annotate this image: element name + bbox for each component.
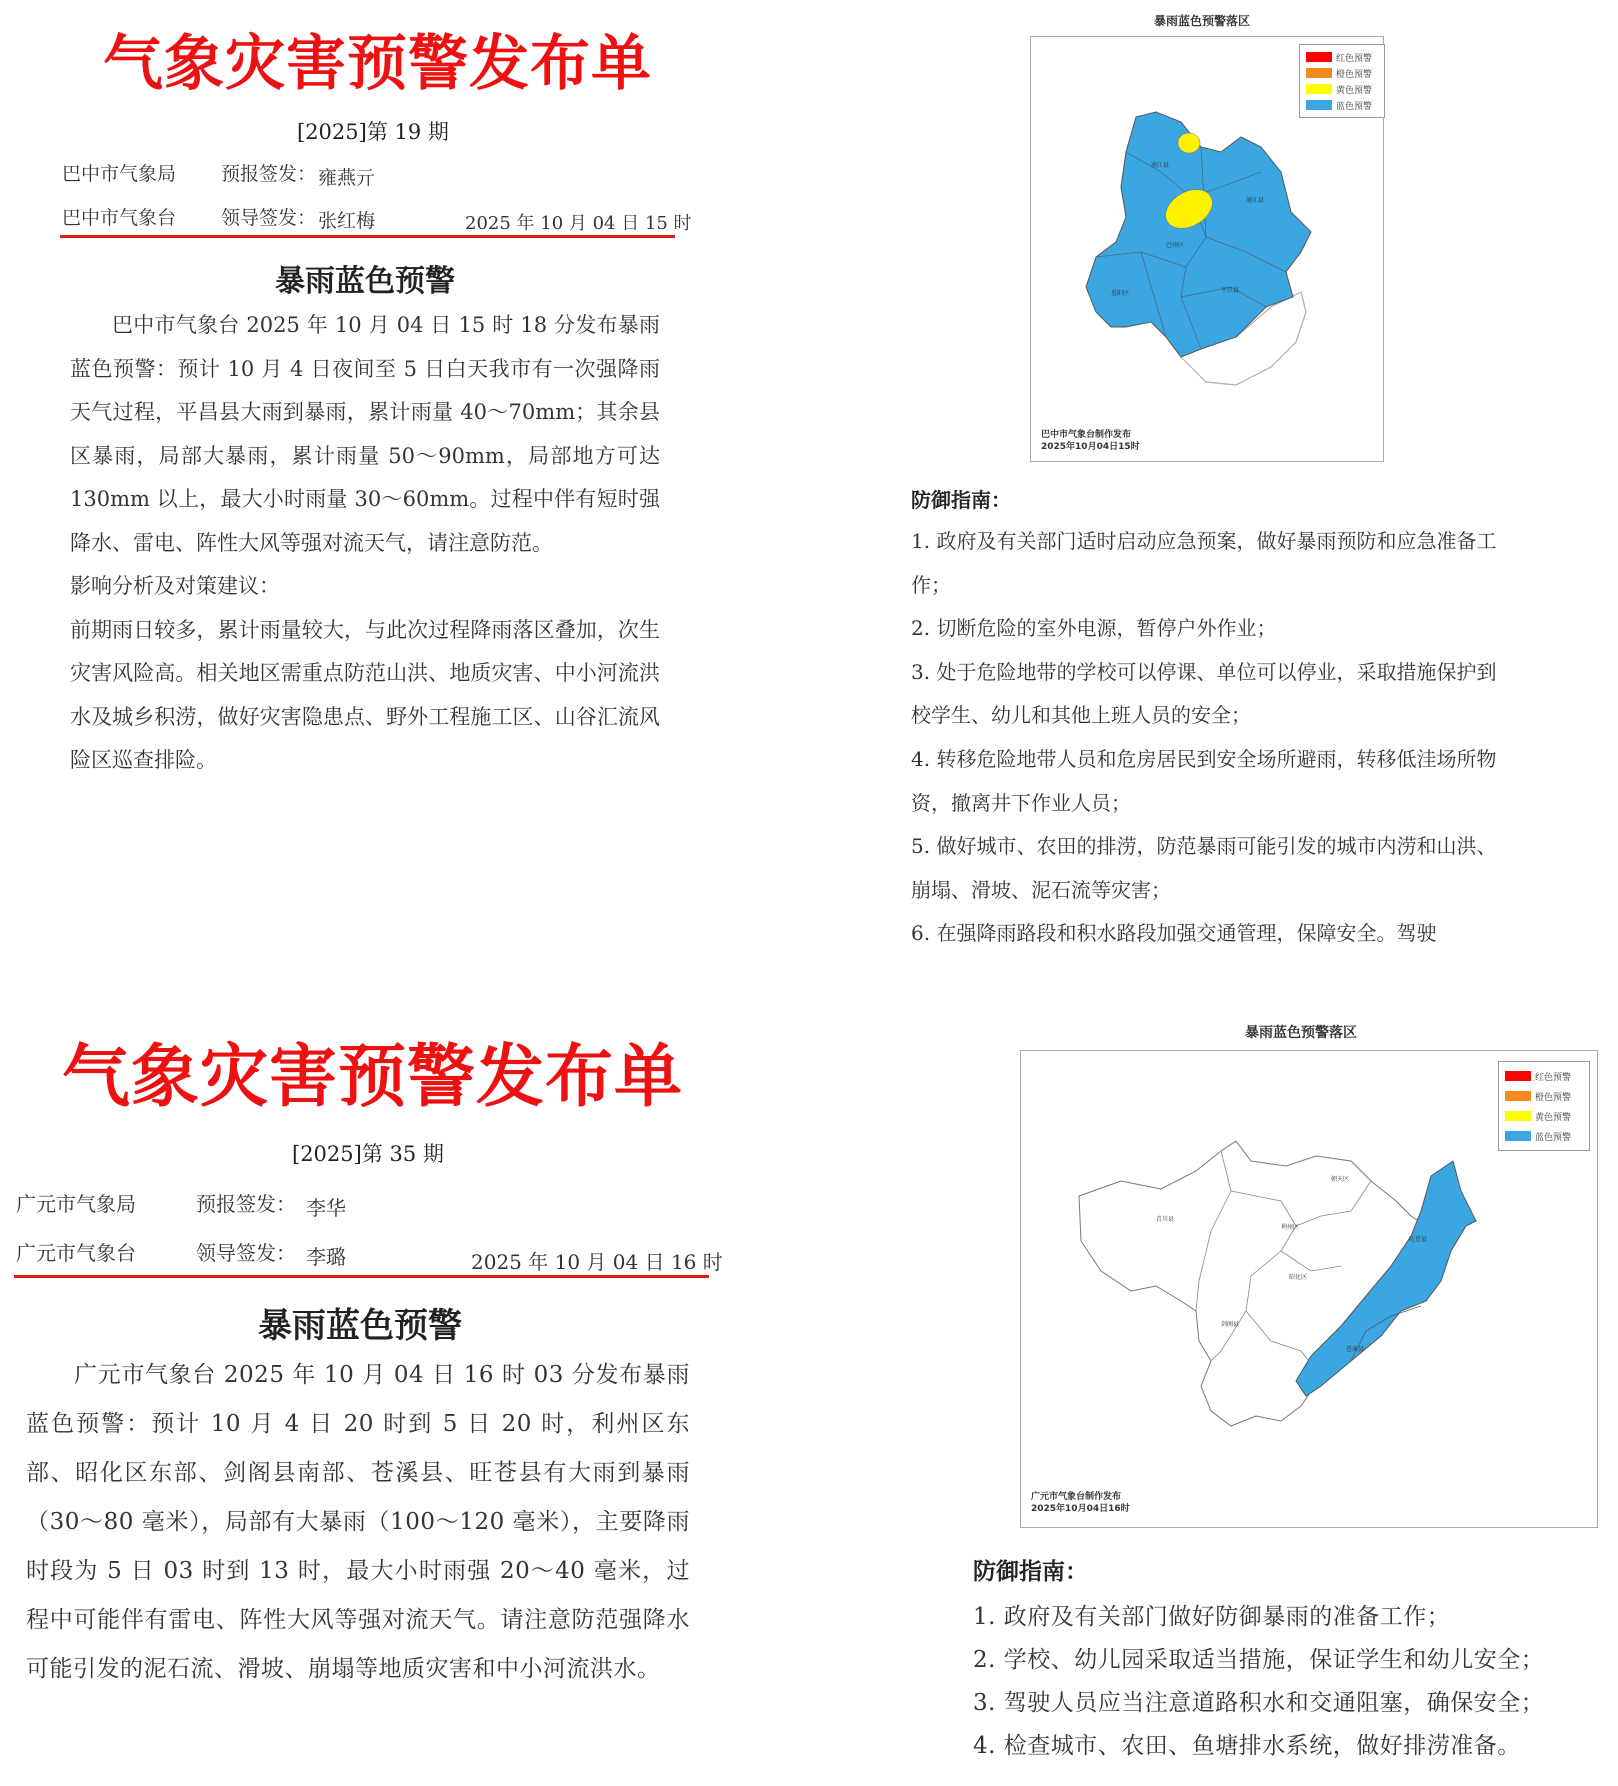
doc1-left-page [0, 0, 770, 975]
doc2-map-credit [1031, 1491, 1130, 1515]
doc1-org2: 巴中市气象台 [62, 207, 177, 229]
doc1-body [70, 304, 660, 783]
doc2-leader-signer: 李璐 [306, 1245, 346, 1269]
label-lizhou: 利州区 [1281, 1224, 1300, 1231]
doc1-guide-item-1: 1. 政府及有关部门适时启动应急预案，做好暴雨预防和应急准备工作； [911, 529, 1497, 597]
legend2-yellow-label: 黄色预警 [1535, 1112, 1572, 1123]
doc2-red-rule [14, 1275, 709, 1278]
doc2-guide-item-4: 4. 检查城市、农田、鱼塘排水系统，做好排涝准备。 [973, 1733, 1521, 1759]
guangyuan-warning-map [1021, 1051, 1597, 1527]
doc1-guide-item-6: 6. 在强降雨路段和积水路段加强交通管理，保障安全。驾驶 [911, 921, 1437, 946]
doc2-guide-list [973, 1596, 1613, 1768]
doc2-title: 气象灾害预警发布单 [62, 1038, 684, 1117]
doc1-title: 气象灾害预警发布单 [103, 29, 652, 99]
doc1-guide-item-3: 3. 处于危险地带的学校可以停课、单位可以停业，采取措施保护到校学生、幼儿和其他上班人员的安全； [911, 659, 1497, 728]
svg-text:恩阳区: 恩阳区 [1111, 290, 1130, 297]
legend2-blue-label: 蓝色预警 [1535, 1132, 1572, 1143]
doc1-analysis-text: 前期雨日较多，累计雨量较大，与此次过程降雨落区叠加，次生灾害风险高。相关地区需重点防范山洪、地质灾害、中小河流洪水及城乡积涝，做好灾害隐患点、野外工程施工区、山谷汇流风险区巡查排险。 [70, 617, 660, 772]
doc1-map-credit-line2: 2025年10月04日15时 [1041, 442, 1140, 452]
doc2-body-text: 广元市气象台 2025 年 10 月 04 日 16 时 03 分发布暴雨蓝色预警：预计 10 月 4 日 20 时到 5 日 20 时，利州区东部、昭化区东部、剑阁县南部、苍溪县、旺苍县有大雨到暴雨（30～80 毫米），局部有大暴雨（100～120 毫米），主要降雨时段为 5 日 03 时到 13 时，最大小时雨强 20～40 毫米，过程中可能伴有雷电、阵性大风等强对流天气。请注意防范强降水可能引发的泥石流、滑坡、崩塌等地质灾害和中小河流洪水。 [26, 1362, 690, 1682]
doc2-body [26, 1351, 690, 1694]
legend-yellow-label: 黄色预警 [1336, 85, 1373, 96]
doc1-guide-heading: 防御指南： [911, 488, 1011, 512]
doc1-map-title: 暴雨蓝色预警落区 [1154, 14, 1251, 28]
svg-text:南江县: 南江县 [1151, 162, 1170, 169]
doc2-left-page [0, 1000, 805, 1786]
legend-orange-label: 橙色预警 [1336, 69, 1373, 80]
doc1-body-text: 巴中市气象台 2025 年 10 月 04 日 15 时 18 分发布暴雨蓝色预警：预计 10 月 4 日夜间至 5 日白天我市有一次强降雨天气过程，平昌县大雨到暴雨，累计雨量 40～70mm；其余县区暴雨，局部大暴雨，累计雨量 50～90mm，局部地方可达 130mm 以上，最大小时雨量 30～60mm。过程中伴有短时强降水、雷电、阵性大风等强对流天气，请注意防范。 [70, 313, 660, 555]
doc2-org2: 广元市气象台 [16, 1241, 136, 1265]
doc2-forecast-signer: 李华 [306, 1196, 346, 1220]
label-zhaohua: 昭化区 [1289, 1274, 1308, 1281]
doc2-forecast-sign-label: 预报签发： [196, 1192, 296, 1216]
doc1-issue: [2025]第 19 期 [297, 120, 449, 144]
doc2-map-frame [1020, 1050, 1598, 1528]
label-wangcang: 旺苍县 [1409, 1236, 1428, 1243]
svg-text:平昌县: 平昌县 [1221, 287, 1240, 294]
legend-blue-label: 蓝色预警 [1336, 101, 1373, 112]
doc1-org1: 巴中市气象局 [62, 163, 177, 185]
doc1-forecast-sign-label: 预报签发： [221, 163, 317, 185]
doc1-red-rule [60, 235, 675, 238]
doc2-issue: [2025]第 35 期 [292, 1142, 444, 1166]
doc1-guide-list [911, 520, 1501, 956]
doc2-guide-item-1: 1. 政府及有关部门做好防御暴雨的准备工作； [973, 1604, 1451, 1630]
doc2-org1: 广元市气象局 [16, 1192, 136, 1216]
doc1-leader-sign-label: 领导签发： [221, 207, 317, 229]
svg-text:通江县: 通江县 [1246, 197, 1265, 204]
doc2-guide-item-2: 2. 学校、幼儿园采取适当措施，保证学生和幼儿安全； [973, 1647, 1545, 1673]
label-chaotian: 朝天区 [1331, 1176, 1350, 1183]
doc2-map-title: 暴雨蓝色预警落区 [1245, 1025, 1357, 1041]
doc1-guide-item-2: 2. 切断危险的室外电源，暂停户外作业； [911, 616, 1277, 641]
doc1-right-page [775, 0, 1618, 975]
doc2-warning-title: 暴雨蓝色预警 [258, 1306, 462, 1346]
doc1-map-credit [1041, 429, 1140, 453]
doc2-right-page [815, 1000, 1618, 1786]
doc2-guide-item-3: 3. 驾驶人员应当注意道路积水和交通阻塞，确保安全； [973, 1690, 1545, 1716]
doc1-map-frame [1030, 36, 1384, 462]
bazhong-warning-map [1031, 37, 1383, 461]
doc1-forecast-signer: 雍燕亓 [318, 167, 376, 189]
doc1-warning-title: 暴雨蓝色预警 [275, 264, 455, 299]
bazhong-yellow-north [1178, 133, 1200, 153]
doc1-map-credit-line1: 巴中市气象台制作发布 [1041, 430, 1132, 440]
label-cangxi: 苍溪县 [1346, 1346, 1365, 1353]
doc2-leader-sign-label: 领导签发： [196, 1241, 296, 1265]
doc1-guide-item-4: 4. 转移危险地带人员和危房居民到安全场所避雨，转移低洼场所物资，撤离井下作业人员； [911, 746, 1497, 815]
doc1-datetime: 2025 年 10 月 04 日 15 时 [465, 213, 692, 234]
label-qingchuan: 青川县 [1156, 1216, 1175, 1223]
doc1-analysis-heading: 影响分析及对策建议： [70, 574, 280, 598]
doc2-map-credit-line2: 2025年10月04日16时 [1031, 1504, 1130, 1514]
doc2-datetime: 2025 年 10 月 04 日 16 时 [471, 1250, 723, 1274]
doc1-guide-item-5: 5. 做好城市、农田的排涝，防范暴雨可能引发的城市内涝和山洪、崩塌、滑坡、泥石流等灾害； [911, 834, 1497, 902]
legend2-orange-label: 橙色预警 [1535, 1092, 1572, 1103]
doc2-map-credit-line1: 广元市气象台制作发布 [1031, 1492, 1122, 1502]
label-jiange: 剑阁县 [1221, 1321, 1240, 1328]
doc2-guide-heading: 防御指南： [973, 1559, 1088, 1585]
legend-red-label: 红色预警 [1336, 53, 1373, 64]
doc1-leader-signer: 张红梅 [318, 210, 376, 232]
legend2-red-label: 红色预警 [1535, 1072, 1572, 1083]
svg-text:巴州区: 巴州区 [1166, 242, 1185, 249]
